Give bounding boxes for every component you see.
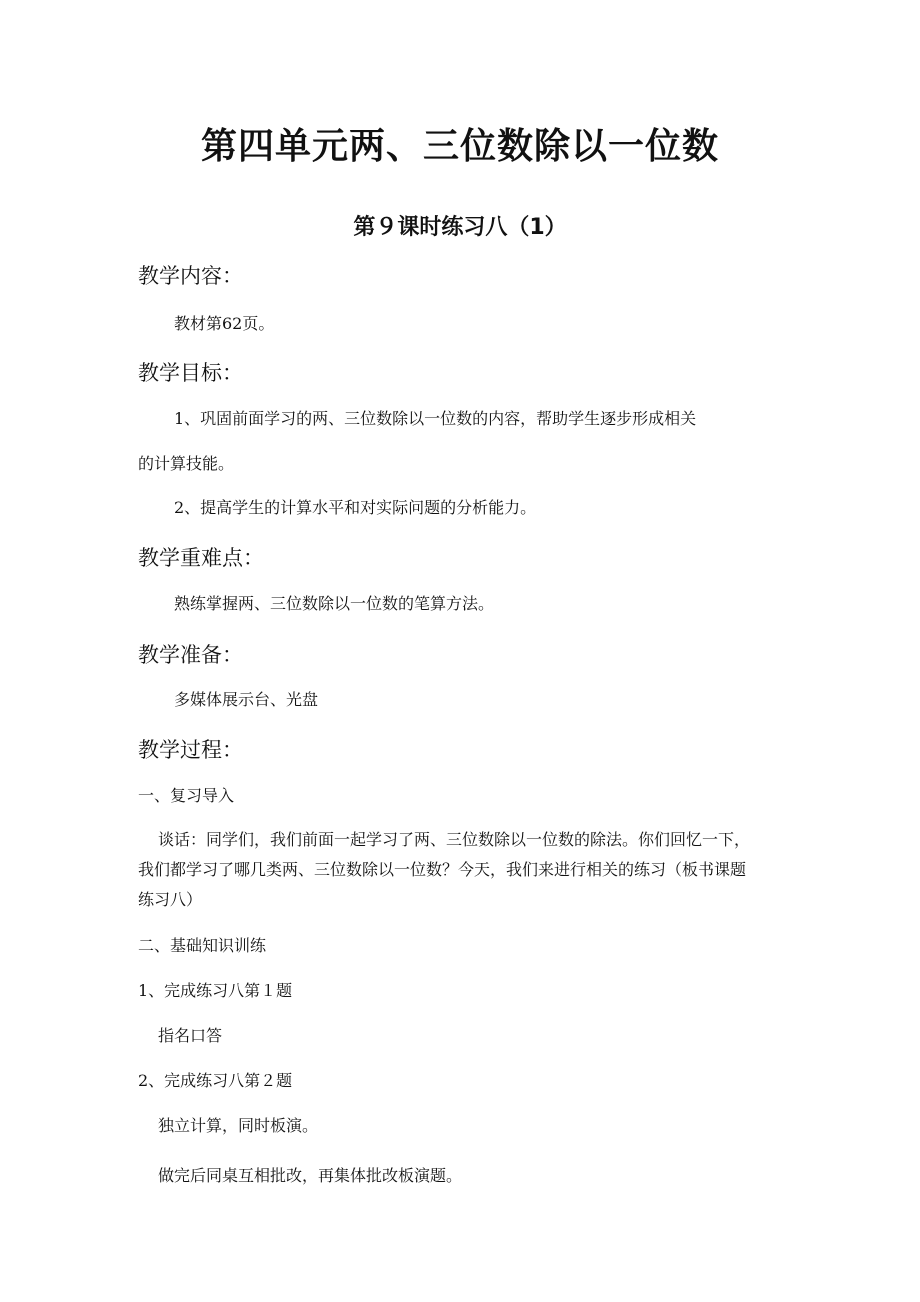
section-1-line-1: 谈话：同学们，我们前面一起学习了两、三位数除以一位数的除法。你们回忆一下，	[158, 830, 751, 849]
key-points-heading: 教学重难点：	[138, 546, 264, 570]
item-2-text-1: 独立计算，同时板演。	[158, 1116, 319, 1135]
lesson-subtitle: 第９课时练习八（1）	[353, 215, 567, 240]
goals-heading: 教学目标：	[138, 361, 243, 385]
section-2-title: 二、基础知识训练	[138, 936, 267, 955]
goal-1-line-1: 1、巩固前面学习的两、三位数除以一位数的内容，帮助学生逐步形成相关	[174, 409, 697, 428]
preparation-heading: 教学准备：	[138, 643, 243, 667]
section-1-title: 一、复习导入	[138, 786, 235, 805]
item-1-title: 1、完成练习八第１题	[138, 981, 293, 1000]
section-1-line-2: 我们都学习了哪几类两、三位数除以一位数？今天，我们来进行相关的练习（板书课题	[138, 860, 747, 879]
goal-2: 2、提高学生的计算水平和对实际问题的分析能力。	[174, 498, 537, 517]
content-heading: 教学内容：	[138, 264, 243, 288]
item-1-text: 指名口答	[158, 1026, 223, 1045]
section-1-line-3: 练习八）	[138, 890, 203, 909]
page-title: 第四单元两、三位数除以一位数	[200, 125, 719, 167]
goal-1-line-2: 的计算技能。	[138, 454, 235, 473]
item-2-text-2: 做完后同桌互相批改，再集体批改板演题。	[158, 1166, 463, 1185]
item-2-title: 2、完成练习八第２题	[138, 1071, 293, 1090]
key-points-text: 熟练掌握两、三位数除以一位数的笔算方法。	[174, 594, 495, 613]
content-text: 教材第62页。	[174, 314, 275, 333]
process-heading: 教学过程：	[138, 738, 243, 762]
preparation-text: 多媒体展示台、光盘	[174, 690, 319, 709]
